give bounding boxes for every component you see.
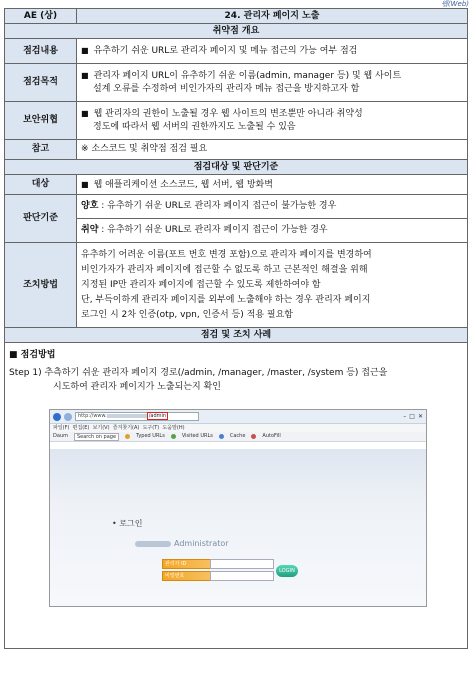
- admin-title: Administrator: [135, 537, 229, 550]
- label-check-content: 점검내용: [5, 39, 77, 64]
- row-target: [5, 175, 468, 195]
- bullet-icon: ■: [81, 109, 89, 118]
- text-judge-bad: 취약 : 유추하기 쉬운 URL로 관리자 페이지 접근이 가능한 경우: [77, 219, 468, 243]
- login-label: • 로그인: [112, 519, 143, 528]
- label-action: 조치방법: [5, 243, 77, 328]
- row-check-content: [5, 39, 468, 64]
- method-title: ■ 점검방법: [9, 350, 56, 360]
- section-overview: 취약점 개요: [5, 24, 468, 39]
- header-row: [5, 9, 468, 24]
- label-reference: 참고: [5, 140, 77, 160]
- label-judge: 판단기준: [5, 195, 77, 243]
- cache-icon: [219, 434, 224, 439]
- text-check-purpose: ■ 관리자 페이지 URL이 유추하기 쉬운 이름(admin, manager 등) 및 웹 사이트 설계 오류를 수정하여 비인가자의 관리자 메뉴 접근을 방지하고자 함: [77, 64, 468, 102]
- cases-body: [5, 343, 468, 649]
- bullet-icon: ■: [81, 46, 89, 55]
- browser-titlebar: [50, 410, 426, 424]
- forward-icon: [64, 413, 72, 421]
- id-label: 관리자 ID: [162, 559, 212, 569]
- address-bar: http://www. /admin: [75, 412, 199, 421]
- window-buttons: [403, 410, 423, 423]
- corner-label: 웹(Web): [441, 0, 469, 8]
- close-icon: ✕: [417, 413, 423, 420]
- visited-urls-icon: [171, 434, 176, 439]
- row-reference: [5, 140, 468, 160]
- login-button: LOGIN: [276, 565, 298, 577]
- label-check-purpose: 점검목적: [5, 64, 77, 102]
- back-icon: [53, 413, 61, 421]
- step-1: Step 1) 추측하기 쉬운 관리자 페이지 경로(/admin, /manager, /master, /system 등) 접근을 시도하여 관리자 페이지가 노출되는지 확인: [9, 368, 388, 392]
- bullet-icon: ■: [81, 71, 89, 80]
- text-check-content: ■ 유추하기 쉬운 URL로 관리자 페이지 및 메뉴 접근의 가능 여부 점검: [77, 39, 468, 64]
- row-cases-body: [5, 343, 468, 649]
- section-cases: 점검 및 조치 사례: [5, 328, 468, 343]
- text-action: 유추하기 어려운 이름(포트 번호 변경 포함)으로 관리자 페이지를 변경하여 비인가자가 관리자 페이지에 접근할 수 없도록 하고 근본적인 해결을 위해 지정된 IP만 관리자 페이지에 접근할 수 있도록 제한하여야 함 단, 부득이하게 관리자 페이지를 외부에 노출해야 하는 경우 관리자 페이지 로그인 시 2차 인증(otp, vpn, 인증서 등) 적용 필요함: [77, 243, 468, 328]
- text-judge-good: 양호 : 유추하기 쉬운 URL로 관리자 페이지 접근이 불가능한 경우: [77, 195, 468, 219]
- pw-input: [210, 571, 274, 581]
- minimize-icon: –: [403, 413, 407, 420]
- browser-screenshot: [49, 409, 427, 607]
- admin-login-page: [50, 449, 426, 606]
- text-security-threat: ■ 웹 관리자의 권한이 노출될 경우 웹 사이트의 변조뿐만 아니라 취약성 정도에 따라서 웹 서버의 권한까지도 노출될 수 있음: [77, 102, 468, 140]
- row-check-purpose: [5, 64, 468, 102]
- section-criteria: 점검대상 및 판단기준: [5, 160, 468, 175]
- autofill-icon: [251, 434, 256, 439]
- browser-toolbar: Daum Search on page Typed URLs Visited URLs Cache AutoFill: [50, 432, 426, 442]
- typed-urls-icon: [125, 434, 130, 439]
- item-title: 24. 관리자 페이지 노출: [77, 9, 468, 24]
- text-target: ■ 웹 애플리케이션 소스코드, 웹 서버, 웹 방화벽: [77, 175, 468, 195]
- maximize-icon: □: [409, 413, 415, 420]
- browser-menubar: 파일(F) 편집(E) 보기(V) 즐겨찾기(A) 도구(T) 도움말(H): [50, 424, 426, 432]
- label-target: 대상: [5, 175, 77, 195]
- row-judge-good: [5, 195, 468, 219]
- id-input: [210, 559, 274, 569]
- pw-label: 비밀번호: [162, 571, 212, 581]
- inspection-table: [4, 8, 468, 649]
- bullet-icon: ■: [81, 179, 89, 189]
- row-security-threat: [5, 102, 468, 140]
- text-reference: ※ 소스코드 및 취약점 점검 필요: [77, 140, 468, 160]
- row-action: [5, 243, 468, 328]
- label-security-threat: 보안위협: [5, 102, 77, 140]
- url-highlight: /admin: [148, 413, 167, 419]
- grade-cell: AE (상): [5, 9, 77, 24]
